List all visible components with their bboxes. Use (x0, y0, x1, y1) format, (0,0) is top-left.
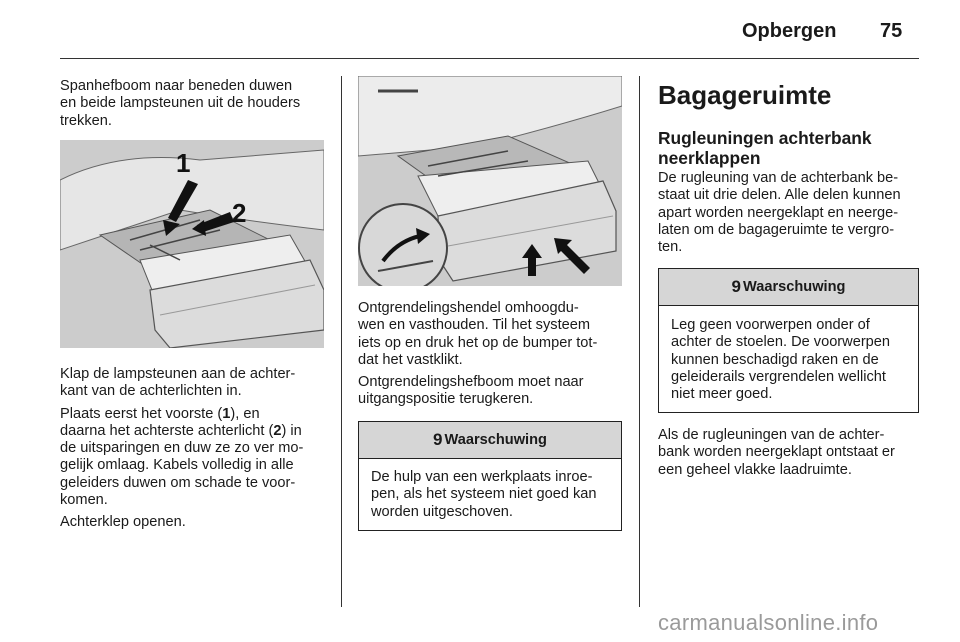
text-line: apart worden neergeklapt en neerge- (658, 204, 899, 221)
warning-icon: 9 (731, 277, 741, 296)
text-line: De hulp van een werkplaats inroe- (371, 469, 593, 485)
warning-body (359, 459, 621, 521)
text-line: trekken. (60, 112, 112, 129)
paragraph: Achterklep openen. (60, 514, 186, 531)
column-2-body (358, 300, 628, 414)
warning-title: Waarschuwing (444, 432, 547, 448)
text-line: achter de stoelen. De voorwerpen (671, 334, 891, 351)
section-heading: Bagageruimte (658, 80, 832, 110)
paragraph (358, 300, 628, 369)
text-line: dat het vastklikt. (358, 351, 463, 368)
text-line: wen en vasthouden. Til het systeem (358, 317, 591, 334)
text-line: geleiders duwen om schade te voor- (60, 474, 296, 491)
column-1-intro (60, 78, 330, 130)
header-rule (60, 58, 919, 59)
column-divider (639, 76, 640, 607)
text-line: staat uit drie delen. Alle delen kunnen (658, 187, 901, 204)
text-span: Plaats eerst het voorste ( (60, 405, 223, 422)
watermark-text: carmanualsonline.info (658, 610, 879, 635)
callout-number-2: 2 (232, 198, 247, 228)
text-span: ), en (230, 405, 260, 422)
warning-header (359, 422, 621, 459)
paragraph (358, 374, 628, 409)
paragraph (60, 406, 330, 510)
lamp-holder-illustration (60, 140, 324, 348)
text-line: en beide lampsteunen uit de houders (60, 95, 301, 112)
bold-reference: 1 (222, 405, 231, 422)
warning-body (659, 306, 918, 403)
text-line (60, 423, 330, 440)
text-line: ten. (658, 239, 683, 256)
column-3-body (658, 427, 926, 479)
warning-icon: 9 (433, 430, 443, 449)
column-divider (341, 76, 342, 607)
column-3-intro (658, 170, 926, 256)
text-line: Als de rugleuningen van de achter- (658, 427, 885, 443)
text-line: niet meer goed. (671, 386, 773, 403)
text-span: daarna het achterste achterlicht ( (60, 422, 274, 439)
running-header-title: Opbergen (742, 20, 837, 42)
text-line: De rugleuning van de achterbank be- (658, 170, 899, 186)
text-line: Spanhefboom naar beneden duwen (60, 78, 293, 94)
text-line: Rugleuningen achterbank (658, 128, 872, 148)
text-line: iets op en druk het op de bumper tot- (358, 334, 598, 351)
text-line: Klap de lampsteunen aan de achter- (60, 366, 296, 382)
paragraph (60, 366, 330, 401)
text-line: pen, als het systeem niet goed kan (371, 486, 597, 503)
column-1-body (60, 366, 330, 537)
bumper-carrier-illustration (358, 76, 622, 286)
callout-number-1: 1 (176, 148, 191, 178)
text-line: laten om de bagageruimte te vergro- (658, 221, 895, 238)
warning-title: Waarschuwing (743, 279, 846, 295)
bumper-carrier-drawing (358, 76, 622, 286)
text-line: komen. (60, 492, 108, 509)
text-line: de uitsparingen en duw ze zo ver mo- (60, 440, 304, 457)
text-line: kant van de achterlichten in. (60, 383, 242, 400)
text-line: Ontgrendelingshefboom moet naar (358, 374, 584, 391)
warning-header (659, 269, 918, 306)
text-line: Leg geen voorwerpen onder of (671, 317, 870, 333)
text-span: ) in (281, 422, 302, 439)
text-line: een geheel vlakke laadruimte. (658, 461, 852, 478)
lamp-holder-drawing (60, 140, 324, 348)
text-line: kunnen beschadigd raken en de (671, 351, 879, 368)
text-line: worden uitgeschoven. (371, 503, 513, 520)
warning-box-service (358, 421, 622, 531)
text-line (60, 406, 330, 423)
subsection-heading (658, 128, 920, 168)
text-line: neerklappen (658, 148, 761, 168)
text-line: geleiderails vergrendelen wellicht (671, 368, 886, 385)
warning-box-seats (658, 268, 919, 413)
text-line: bank worden neergeklapt ontstaat er (658, 444, 895, 461)
text-line: uitgangspositie terugkeren. (358, 391, 534, 408)
text-line: Ontgrendelingshendel omhoogdu- (358, 300, 579, 316)
bold-reference: 2 (273, 422, 282, 439)
text-line: gelijk omlaag. Kabels volledig in alle (60, 457, 294, 474)
page-number: 75 (880, 20, 903, 42)
